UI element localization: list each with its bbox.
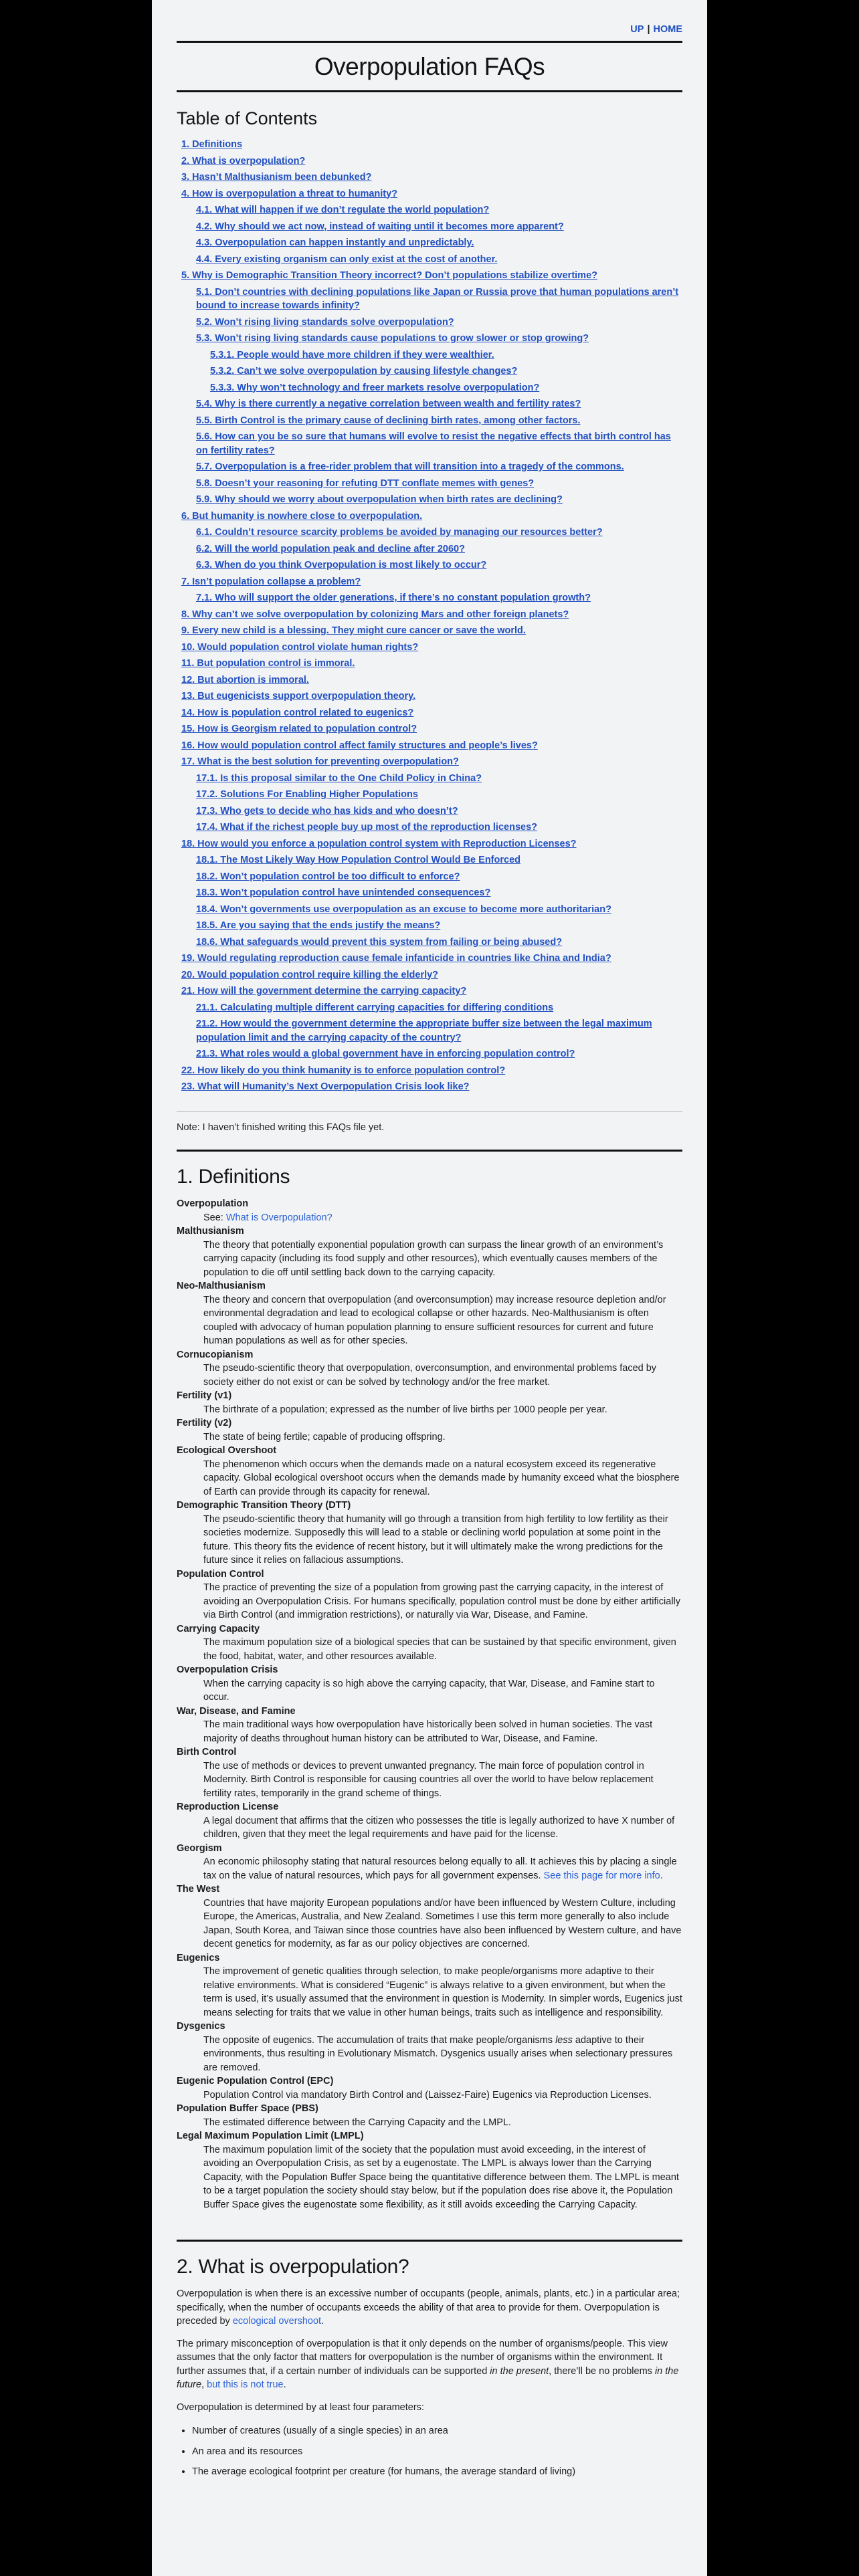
toc-list (177, 138, 682, 1094)
toc-item (196, 821, 682, 835)
definition-term: War, Disease, and Famine (177, 1705, 296, 1717)
text-run: The use of methods or devices to prevent unwanted pregnancy. The main force of population control in Modernity. Birth Control is responsible for causing countries all over the world to have below replacement fertility rates, temporarily in the grand scheme of things. (203, 1760, 654, 1799)
text-run: The estimated difference between the Carrying Capacity and the LMPL. (203, 2117, 511, 2128)
toc-item (196, 1001, 682, 1015)
definition-term: Carrying Capacity (177, 1623, 260, 1634)
paragraph (177, 2401, 682, 2415)
toc-item (196, 430, 682, 457)
definition-term: Fertility (v2) (177, 1418, 232, 1428)
toc-item (181, 689, 682, 704)
toc-item (181, 154, 682, 169)
toc-item (196, 493, 682, 507)
toc-link[interactable]: 2. What is overpopulation? (181, 155, 306, 167)
toc-link[interactable]: 21.3. What roles would a global government have in enforcing population control? (196, 1049, 575, 1059)
toc-item (196, 220, 682, 234)
toc-link[interactable]: 7. Isn’t population collapse a problem? (181, 576, 361, 587)
inline-link[interactable]: but this is not true (207, 2379, 284, 2390)
toc-link[interactable]: 4.1. What will happen if we don’t regulate the world population? (196, 205, 490, 215)
toc-item (196, 477, 682, 491)
list-item: • The average ecological footprint per creature (for humans, the average standard of living) (192, 2465, 682, 2479)
page-title: Overpopulation FAQs (314, 53, 545, 80)
toc-link[interactable]: 4.4. Every existing organism can only exist at the cost of another. (196, 253, 498, 265)
text-run: The primary misconception of overpopulation is that it only depends on the number of organisms/people. This view assumes that the only factor that matters for overpopulation is the number of organisms within the environment. It further assumes that, if a certain number of individuals can be supported (177, 2338, 668, 2377)
text-run: The practice of preventing the size of a population from growing past the carrying capacity, in the interest of avoiding an Overpopulation Crisis. For humans specifically, population control must be done by either artificially via Birth Control (and immigration restrictions), or naturally via War, Disease, and Famine. (203, 1582, 681, 1620)
text-run: The pseudo-scientific theory that overpopulation, overconsumption, and environmental problems faced by society either do not exist or can be solved by technology and/or the free market. (203, 1363, 657, 1388)
toc-link[interactable]: 3. Hasn’t Malthusianism been debunked? (181, 172, 372, 183)
definition-term: Eugenics (177, 1952, 220, 1963)
toc-item (181, 1064, 682, 1078)
section-1-heading: 1. Definitions (177, 1166, 290, 1188)
text-run: adaptive to their environments, thus resulting in Evolutionary Mismatch. Dysgenics usually arises when selectionary pressures are removed. (203, 2034, 673, 2073)
inline-link[interactable]: What is Overpopulation? (225, 1212, 332, 1223)
text-run: The state of being fertile; capable of producing offspring. (203, 1431, 446, 1442)
text-run: Overpopulation is determined by at least four parameters: (177, 2401, 424, 2413)
toc-item (181, 269, 682, 283)
text-run: The maximum population size of a biological species that can be sustained by that specific environment, given the food, habitat, water, and other resources available. (203, 1637, 676, 1662)
toc-item (196, 460, 682, 474)
inline-link[interactable]: ecological overshoot (232, 2316, 322, 2327)
toc-link[interactable]: 10. Would population control violate human rights? (181, 641, 419, 653)
definition-description (203, 1293, 682, 1348)
text-run: The main traditional ways how overpopulation have historically been solved in human societies. The vast majority of deaths throughout human history can be attributed to War, Disease, and Famine. (203, 1719, 653, 1744)
toc-link[interactable]: 9. Every new child is a blessing. They might cure cancer or save the world. (181, 625, 526, 636)
toc-link[interactable]: 5.3.3. Why won’t technology and freer markets resolve overpopulation? (210, 382, 540, 393)
definition-term: The West (177, 1884, 220, 1895)
text-run: The birthrate of a population; expressed as the number of live births per 1000 people per year. (203, 1404, 607, 1415)
toc-link[interactable]: 21.1. Calculating multiple different carrying capacities for differing conditions (196, 1002, 554, 1013)
toc-item (181, 673, 682, 687)
list-item: • Number of creatures (usually of a single species) in an area (192, 2424, 682, 2438)
text-run: A legal document that affirms that the citizen who possesses the title is legally authorized to have X number of children, given that they meet the legal requirements and have paid for the license. (203, 1815, 675, 1840)
toc-link[interactable]: 14. How is population control related to eugenics? (181, 707, 414, 718)
paragraph (177, 2287, 682, 2329)
inline-link[interactable]: See this page for more info (543, 1870, 660, 1881)
toc-item (181, 952, 682, 966)
toc-item (196, 853, 682, 867)
home-link[interactable]: HOME (653, 24, 682, 35)
toc-link[interactable]: 19. Would regulating reproduction cause female infanticide in countries like China and India? (181, 953, 611, 964)
toc-item (196, 591, 682, 605)
toc-item (196, 316, 682, 330)
toc-item (181, 984, 682, 998)
definition-term: Georgism (177, 1842, 222, 1854)
text-run: . (660, 1870, 663, 1881)
toc-item (196, 919, 682, 933)
definition-description (203, 1897, 682, 1951)
text-run: . (321, 2316, 324, 2327)
text-run: The opposite of eugenics. The accumulation of traits that make people/organisms (203, 2034, 556, 2046)
toc-item (196, 236, 682, 250)
toc-link[interactable]: 5.3. Won’t rising living standards cause populations to grow slower or stop growing? (196, 333, 589, 344)
section-2-body (177, 2287, 682, 2479)
top-nav (177, 15, 682, 35)
nav-separator: | (647, 24, 650, 35)
toc-link[interactable]: 5.7. Overpopulation is a free-rider problem that will transition into a tragedy of the commons. (196, 461, 624, 472)
toc-item (196, 1047, 682, 1061)
text-run: Countries that have majority European populations and/or have been influenced by Western Culture, including Europe, the Americas, Australia, and New Zealand. Sometimes I use this term more generally to also include Japan, South Korea, and Taiwan since those countries have also been influenced by Western culture, and have decent genetics for modernity, as far as our policy objectives are concerned. (203, 1897, 682, 1949)
toc-link[interactable]: 23. What will Humanity’s Next Overpopulation Crisis look like? (181, 1081, 470, 1092)
definition-description (203, 1239, 682, 1280)
text-run: The improvement of genetic qualities through selection, to make people/organisms more adaptive to their relative environments. What is considered “Eugenic” is always relative to a given environment, but when the term is used, it’s usually assumed that the environment in question is Modernity. In simpler words, Eugenics just means selecting for traits that we value in other human beings, traits such as intelligence and responsibility. (203, 1966, 682, 2018)
toc-link[interactable]: 6. But humanity is nowhere close to overpopulation. (181, 510, 423, 522)
text-run: Overpopulation is when there is an excessive number of occupants (people, animals, plants, etc.) in a particular area; specifically, when the number of occupants exceeds the ability of that area to provide for them. Overpopulation is preceded by (177, 2288, 680, 2327)
definition-description (203, 1965, 682, 2020)
toc-link[interactable]: 8. Why can’t we solve overpopulation by colonizing Mars and other foreign planets? (181, 609, 569, 620)
toc-link[interactable]: 4.3. Overpopulation can happen instantly and unpredictably. (196, 237, 474, 248)
toc-link[interactable]: 17.2. Solutions For Enabling Higher Populations (196, 789, 418, 800)
toc-heading: Table of Contents (177, 108, 318, 128)
toc-item (181, 968, 682, 982)
toc-item (210, 348, 682, 362)
toc-link[interactable]: 5.4. Why is there currently a negative correlation between wealth and fertility rates? (196, 399, 581, 409)
definition-description (203, 1718, 682, 1745)
definition-term: Eugenic Population Control (EPC) (177, 2076, 334, 2086)
toc-item (196, 804, 682, 819)
text-run: Population Control via mandatory Birth Control and (Laissez-Faire) Eugenics via Reproduction Licenses. (203, 2089, 652, 2101)
definition-term: Birth Control (177, 1747, 237, 1757)
definition-description (203, 1855, 682, 1883)
toc-link[interactable]: 18.1. The Most Likely Way How Population Control Would Be Enforced (196, 855, 520, 865)
definition-description (203, 1362, 682, 1389)
text-run: See: (203, 1212, 226, 1223)
toc-link[interactable]: 18.3. Won’t population control have unintended consequences? (196, 887, 491, 898)
section-1-rule (177, 1150, 682, 1152)
definition-description (203, 1513, 682, 1568)
toc-link[interactable]: 5.6. How can you be so sure that humans will evolve to resist the negative effects that birth control has on fertility rates? (196, 431, 671, 456)
toc-item (181, 510, 682, 524)
toc-link[interactable]: 5.8. Doesn’t your reasoning for refuting DTT conflate memes with genes? (196, 477, 535, 489)
toc-item (196, 526, 682, 540)
toc-link[interactable]: 17.3. Who gets to decide who has kids and who doesn’t? (196, 805, 458, 817)
definition-term: Reproduction License (177, 1802, 279, 1812)
toc-item (181, 722, 682, 736)
definition-description (203, 1814, 682, 1842)
toc-link[interactable]: 6.3. When do you think Overpopulation is most likely to occur? (196, 560, 487, 570)
toc-item (210, 364, 682, 379)
title-rule (177, 90, 682, 92)
toc-item (196, 870, 682, 884)
toc-link[interactable]: 1. Definitions (181, 139, 243, 150)
definition-description (203, 2143, 682, 2212)
toc-item (196, 286, 682, 313)
note-text: Note: I haven’t finished writing this FAQs file yet. (177, 1121, 385, 1133)
definition-description (203, 1677, 682, 1705)
toc-item (196, 332, 682, 346)
toc-link[interactable]: 17.1. Is this proposal similar to the One Child Policy in China? (196, 772, 482, 784)
toc-link[interactable]: 20. Would population control require killing the elderly? (181, 969, 439, 980)
toc-link[interactable]: 4. How is overpopulation a threat to humanity? (181, 188, 398, 199)
toc-link[interactable]: 11. But population control is immoral. (181, 658, 355, 669)
paragraph (177, 2337, 682, 2392)
definition-term: Population Buffer Space (PBS) (177, 2103, 318, 2114)
toc-link[interactable]: 5.1. Don’t countries with declining populations like Japan or Russia prove that human populations aren’t bound to increase towards infinity? (196, 286, 679, 311)
toc-link[interactable]: 5.3.1. People would have more children if they were wealthier. (210, 349, 494, 360)
definition-term: Overpopulation (177, 1198, 249, 1209)
toc-end-rule (177, 1111, 682, 1112)
toc-link[interactable]: 17. What is the best solution for preventing overpopulation? (181, 756, 459, 767)
definition-term: Dysgenics (177, 2021, 225, 2032)
definition-term: Legal Maximum Population Limit (LMPL) (177, 2131, 364, 2141)
toc-item (181, 1080, 682, 1094)
toc-item (181, 171, 682, 185)
toc-link[interactable]: 22. How likely do you think humanity is to enforce population control? (181, 1065, 506, 1076)
toc-item (181, 739, 682, 753)
toc-item (181, 837, 682, 851)
emphasis-text: in the future (177, 2365, 679, 2390)
toc-link[interactable]: 21. How will the government determine the carrying capacity? (181, 986, 467, 996)
toc-item (196, 886, 682, 900)
text-run: . (283, 2379, 286, 2390)
definition-term: Malthusianism (177, 1226, 244, 1237)
definition-term: Fertility (v1) (177, 1390, 232, 1401)
parameters-list (177, 2424, 682, 2479)
definition-term: Demographic Transition Theory (DTT) (177, 1500, 351, 1511)
toc-item (196, 203, 682, 217)
toc-link[interactable]: 18. How would you enforce a population control system with Reproduction Licenses? (181, 838, 577, 849)
toc-link[interactable]: 5. Why is Demographic Transition Theory incorrect? Don’t populations stabilize overtime? (181, 270, 597, 281)
toc-item (196, 397, 682, 411)
toc-link[interactable]: 5.2. Won’t rising living standards solve overpopulation? (196, 316, 454, 328)
text-run: An economic philosophy stating that natural resources belong equally to all. It achieves this by placing a single tax on the value of natural resources, which pays for all government expenses. (203, 1856, 677, 1881)
toc-item (196, 542, 682, 556)
definitions-list (177, 1197, 682, 2212)
toc-link[interactable]: 5.3.2. Can’t we solve overpopulation by causing lifestyle changes? (210, 366, 518, 377)
toc-item (196, 788, 682, 802)
toc-item (196, 772, 682, 786)
toc-item (181, 755, 682, 769)
toc-link[interactable]: 12. But abortion is immoral. (181, 674, 309, 685)
toc-link[interactable]: 17.4. What if the richest people buy up most of the reproduction licenses? (196, 822, 537, 833)
definition-term: Ecological Overshoot (177, 1445, 277, 1456)
definition-term: Population Control (177, 1568, 264, 1580)
content-column (152, 0, 707, 2576)
top-rule (177, 41, 682, 43)
emphasis-text: in the present (490, 2365, 549, 2377)
toc-link[interactable]: 18.4. Won’t governments use overpopulation as an excuse to become more authoritarian? (196, 903, 611, 915)
section-2-rule (177, 2240, 682, 2242)
toc-item (181, 187, 682, 201)
toc-link[interactable]: 6.1. Couldn’t resource scarcity problems be avoided by managing our resources better? (196, 527, 603, 538)
toc-item (181, 706, 682, 720)
text-run: , (201, 2379, 207, 2390)
text-run: The pseudo-scientific theory that humanity will go through a transition from high fertility to low fertility as their societies modernize. Supposedly this will lead to a stable or declining world population at some point in the future. This theory fits the evidence of recent history, but it will ultimately make the wrong predictions for the future since it relies on fallacious assumptions. (203, 1513, 668, 1566)
toc-item (181, 657, 682, 671)
emphasis-text: less (555, 2034, 573, 2046)
toc-link[interactable]: 5.9. Why should we worry about overpopulation when birth rates are declining? (196, 494, 563, 505)
toc-item (181, 575, 682, 589)
toc-item (181, 608, 682, 622)
toc-link[interactable]: 21.2. How would the government determine the appropriate buffer size between the legal maximum population limit and the carrying capacity of the country? (196, 1018, 652, 1043)
list-item: • An area and its resources (192, 2445, 682, 2459)
toc-item (196, 936, 682, 950)
definition-description (203, 2034, 682, 2075)
definition-description (203, 1759, 682, 1801)
toc-item (196, 1017, 682, 1045)
toc-item (196, 903, 682, 917)
definition-description (203, 1211, 682, 1225)
definition-term: Overpopulation Crisis (177, 1665, 278, 1675)
text-run: The maximum population limit of the society that the population must avoid exceeding, in the interest of avoiding an Overpopulation Crisis, as set by a eugenostate. The LMPL is always lower than the Carrying Capacity, with the Population Buffer Space being the quantitative difference between them. The LMPL is meant to be a target population the society should stay below, but if the population does rise above it, the Population Buffer Space gives the eugenostate some flexibility, as it still avoids exceeding the Carrying Capacity. (203, 2144, 679, 2210)
toc-item (181, 624, 682, 638)
toc-item (210, 381, 682, 395)
toc-item (181, 138, 682, 152)
toc-link[interactable]: 6.2. Will the world population peak and decline after 2060? (196, 543, 465, 554)
toc-link[interactable]: 18.6. What safeguards would prevent this system from failing or being abused? (196, 936, 563, 948)
definition-term: Cornucopianism (177, 1349, 254, 1360)
definition-description (203, 2088, 682, 2103)
definition-description (203, 1581, 682, 1622)
toc-item (196, 414, 682, 428)
toc-link[interactable]: 4.2. Why should we act now, instead of waiting until it becomes more apparent? (196, 221, 564, 232)
definition-description (203, 2116, 682, 2130)
text-run: , there’ll be no problems (549, 2365, 655, 2377)
toc-link[interactable]: 13. But eugenicists support overpopulation theory. (181, 691, 416, 702)
text-run: The theory that potentially exponential population growth can surpass the linear growth of an environment’s carrying capacity (including its food supply and other resources), which eventually causes members of the population to die off until settling back down to the carrying capacity. (203, 1239, 664, 1278)
toc-link[interactable]: 5.5. Birth Control is the primary cause of declining birth rates, among other factors. (196, 415, 581, 426)
definition-description (203, 1430, 682, 1444)
text-run: When the carrying capacity is so high above the carrying capacity, that War, Disease, and Famine start to occur. (203, 1678, 655, 1703)
toc-link[interactable]: 16. How would population control affect family structures and people’s lives? (181, 740, 538, 751)
toc-link[interactable]: 7.1. Who will support the older generations, if there’s no constant population growth? (196, 593, 591, 603)
toc-link[interactable]: 15. How is Georgism related to population control? (181, 724, 417, 734)
up-link[interactable]: UP (630, 24, 644, 35)
toc-link[interactable]: 18.5. Are you saying that the ends justify the means? (196, 920, 441, 931)
toc-item (196, 253, 682, 267)
text-run: The theory and concern that overpopulation (and overconsumption) may increase resource depletion and/or environmental degradation and lead to ecological collapse or other hazards. Neo-Malthusianism is often coupled with advocacy of human population planning to ensure sufficient resources for current and future human populations as well as for other species. (203, 1294, 666, 1346)
toc-item (181, 641, 682, 655)
toc-item (196, 558, 682, 572)
definition-term: Neo-Malthusianism (177, 1281, 266, 1291)
definition-description (203, 1458, 682, 1499)
text-run: The phenomenon which occurs when the demands made on a natural ecosystem exceed its regenerative capacity. Global ecological overshoot occurs when the demands made by humanity exceed what the biosphere of Earth can provide through its capacity for renewal. (203, 1459, 680, 1497)
definition-description (203, 1403, 682, 1417)
toc-link[interactable]: 18.2. Won’t population control be too difficult to enforce? (196, 871, 460, 882)
definition-description (203, 1636, 682, 1663)
section-2-heading: 2. What is overpopulation? (177, 2256, 409, 2278)
